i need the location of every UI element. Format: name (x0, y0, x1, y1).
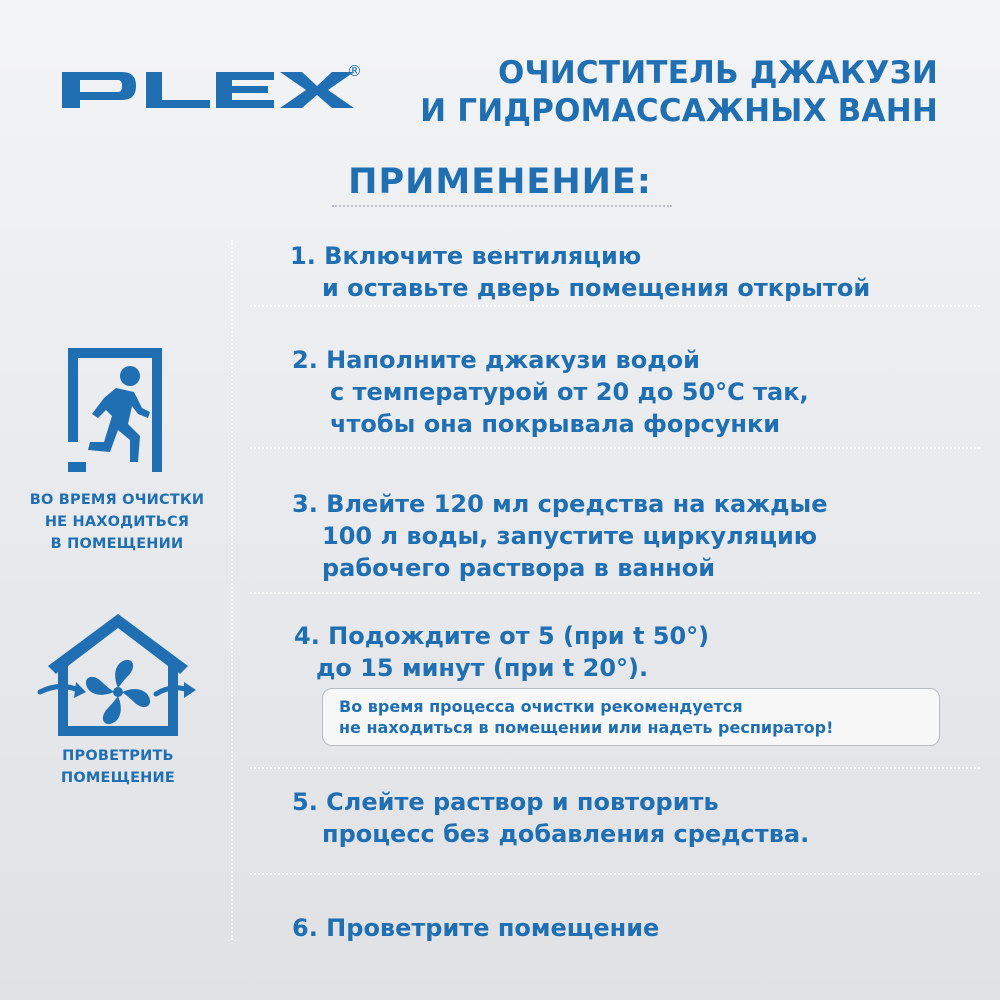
exit-caption (22, 489, 212, 555)
step-separator (250, 592, 980, 594)
exit-caption-line-3: В ПОМЕЩЕНИИ (50, 536, 184, 552)
exit-door-icon (64, 344, 166, 476)
step-2 (292, 344, 809, 440)
section-title-underline (332, 205, 672, 207)
step-separator (250, 767, 980, 769)
step-3-line-1: 3. Влейте 120 мл средства на каждые (292, 490, 828, 518)
step-1-line-1: 1. Включите вентиляцию (290, 242, 642, 270)
step-separator (250, 447, 980, 449)
registered-mark: ® (347, 62, 362, 80)
step-separator (250, 305, 980, 307)
warning-note (322, 688, 940, 746)
step-6 (292, 912, 659, 944)
plex-logo (60, 60, 360, 120)
step-3 (292, 488, 828, 584)
step-6-line-1: 6. Проветрите помещение (292, 914, 660, 942)
vertical-divider (231, 240, 233, 940)
product-title-line-1: ОЧИСТИТЕЛЬ ДЖАКУЗИ (497, 55, 938, 91)
ventilate-caption-line-2: ПОМЕЩЕНИЕ (61, 770, 175, 786)
step-5-line-2: процесс без добавления средства. (322, 820, 810, 848)
step-3-line-2: 100 л воды, запустите циркуляцию (322, 522, 818, 550)
step-5-line-1: 5. Слейте раствор и повторить (292, 788, 719, 816)
ventilate-caption (18, 745, 218, 789)
section-title: ПРИМЕНЕНИЕ: (348, 162, 652, 202)
ventilation-fan-icon (38, 610, 198, 740)
warning-note-line-1: Во время процесса очистки рекомендуется (339, 697, 743, 716)
step-2-line-2: с температурой от 20 до 50°C так, (330, 378, 809, 406)
step-4-line-1: 4. Подождите от 5 (при t 50°) (294, 622, 710, 650)
step-4 (294, 620, 709, 684)
step-2-line-1: 2. Наполните джакузи водой (292, 346, 700, 374)
step-2-line-3: чтобы она покрывала форсунки (330, 410, 781, 438)
step-4-line-2: до 15 минут (при t 20°). (316, 654, 649, 682)
ventilate-caption-line-1: ПРОВЕТРИТЬ (62, 748, 174, 764)
product-title-line-2: И ГИДРОМАССАЖНЫХ ВАНН (420, 93, 938, 129)
product-title (420, 54, 938, 130)
step-5 (292, 786, 809, 850)
exit-caption-line-1: ВО ВРЕМЯ ОЧИСТКИ (29, 492, 205, 508)
step-separator (250, 873, 980, 875)
warning-note-line-2: не находиться в помещении или надеть респиратор! (339, 718, 834, 737)
step-1-line-2: и оставьте дверь помещения открытой (322, 274, 871, 302)
step-1 (290, 240, 870, 304)
exit-caption-line-2: НЕ НАХОДИТЬСЯ (44, 514, 190, 530)
step-3-line-3: рабочего раствора в ванной (322, 554, 716, 582)
